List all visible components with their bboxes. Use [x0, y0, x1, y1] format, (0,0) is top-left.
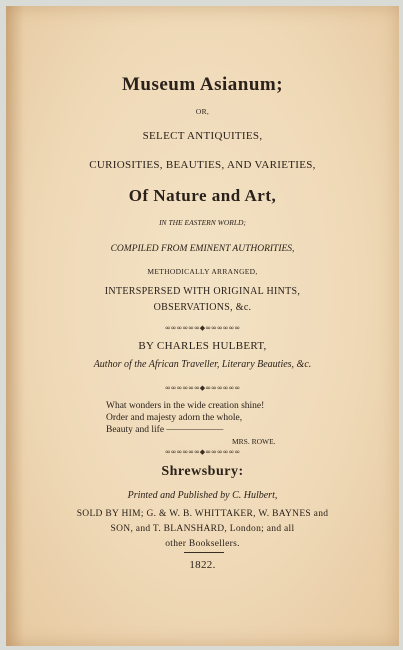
sold-line-1: SOLD BY HIM; G. & W. B. WHITTAKER, W. BAYNES and: [76, 509, 329, 519]
epigraph-line-3: Beauty and life ——————: [106, 425, 224, 435]
or-line: OR,: [195, 107, 210, 116]
book-title: Museum Asianum;: [121, 74, 284, 95]
page-edge-shading: [6, 6, 24, 646]
book-page: [6, 6, 399, 646]
subtitle-line-4: IN THE EASTERN WORLD;: [159, 218, 246, 227]
compiled-line: COMPILED FROM EMINENT AUTHORITIES,: [110, 244, 295, 254]
sold-line-3: other Booksellers.: [165, 539, 240, 549]
ornament-rule-2: ∞∞∞∞∞∞◆∞∞∞∞∞∞: [164, 384, 241, 392]
interspersed-line-1: INTERSPERSED WITH ORIGINAL HINTS,: [104, 286, 301, 297]
subtitle-line-1: SELECT ANTIQUITIES,: [142, 130, 263, 142]
arranged-line: METHODICALLY ARRANGED,: [147, 267, 258, 276]
interspersed-line-2: OBSERVATIONS, &c.: [153, 302, 252, 313]
epigraph-line-2: Order and majesty adorn the whole,: [106, 413, 243, 423]
ornament-rule-1: ∞∞∞∞∞∞◆∞∞∞∞∞∞: [164, 324, 241, 332]
year-line: 1822.: [189, 559, 216, 571]
ornament-rule-3: ∞∞∞∞∞∞◆∞∞∞∞∞∞: [164, 448, 241, 456]
author-line: BY CHARLES HULBERT,: [138, 340, 267, 352]
printed-line: Printed and Published by C. Hulbert,: [127, 490, 278, 501]
subtitle-line-2: CURIOSITIES, BEAUTIES, AND VARIETIES,: [89, 159, 316, 171]
sold-line-2: SON, and T. BLANSHARD, London; and all: [110, 524, 295, 534]
subtitle-line-3: Of Nature and Art,: [128, 186, 277, 205]
epigraph-line-1: What wonders in the wide creation shine!: [106, 401, 265, 411]
year-rule: [184, 552, 224, 553]
epigraph-attribution: MRS. ROWE.: [232, 437, 276, 446]
author-note: Author of the African Traveller, Literary Beauties, &c.: [93, 359, 312, 370]
place-line: Shrewsbury:: [161, 464, 244, 479]
